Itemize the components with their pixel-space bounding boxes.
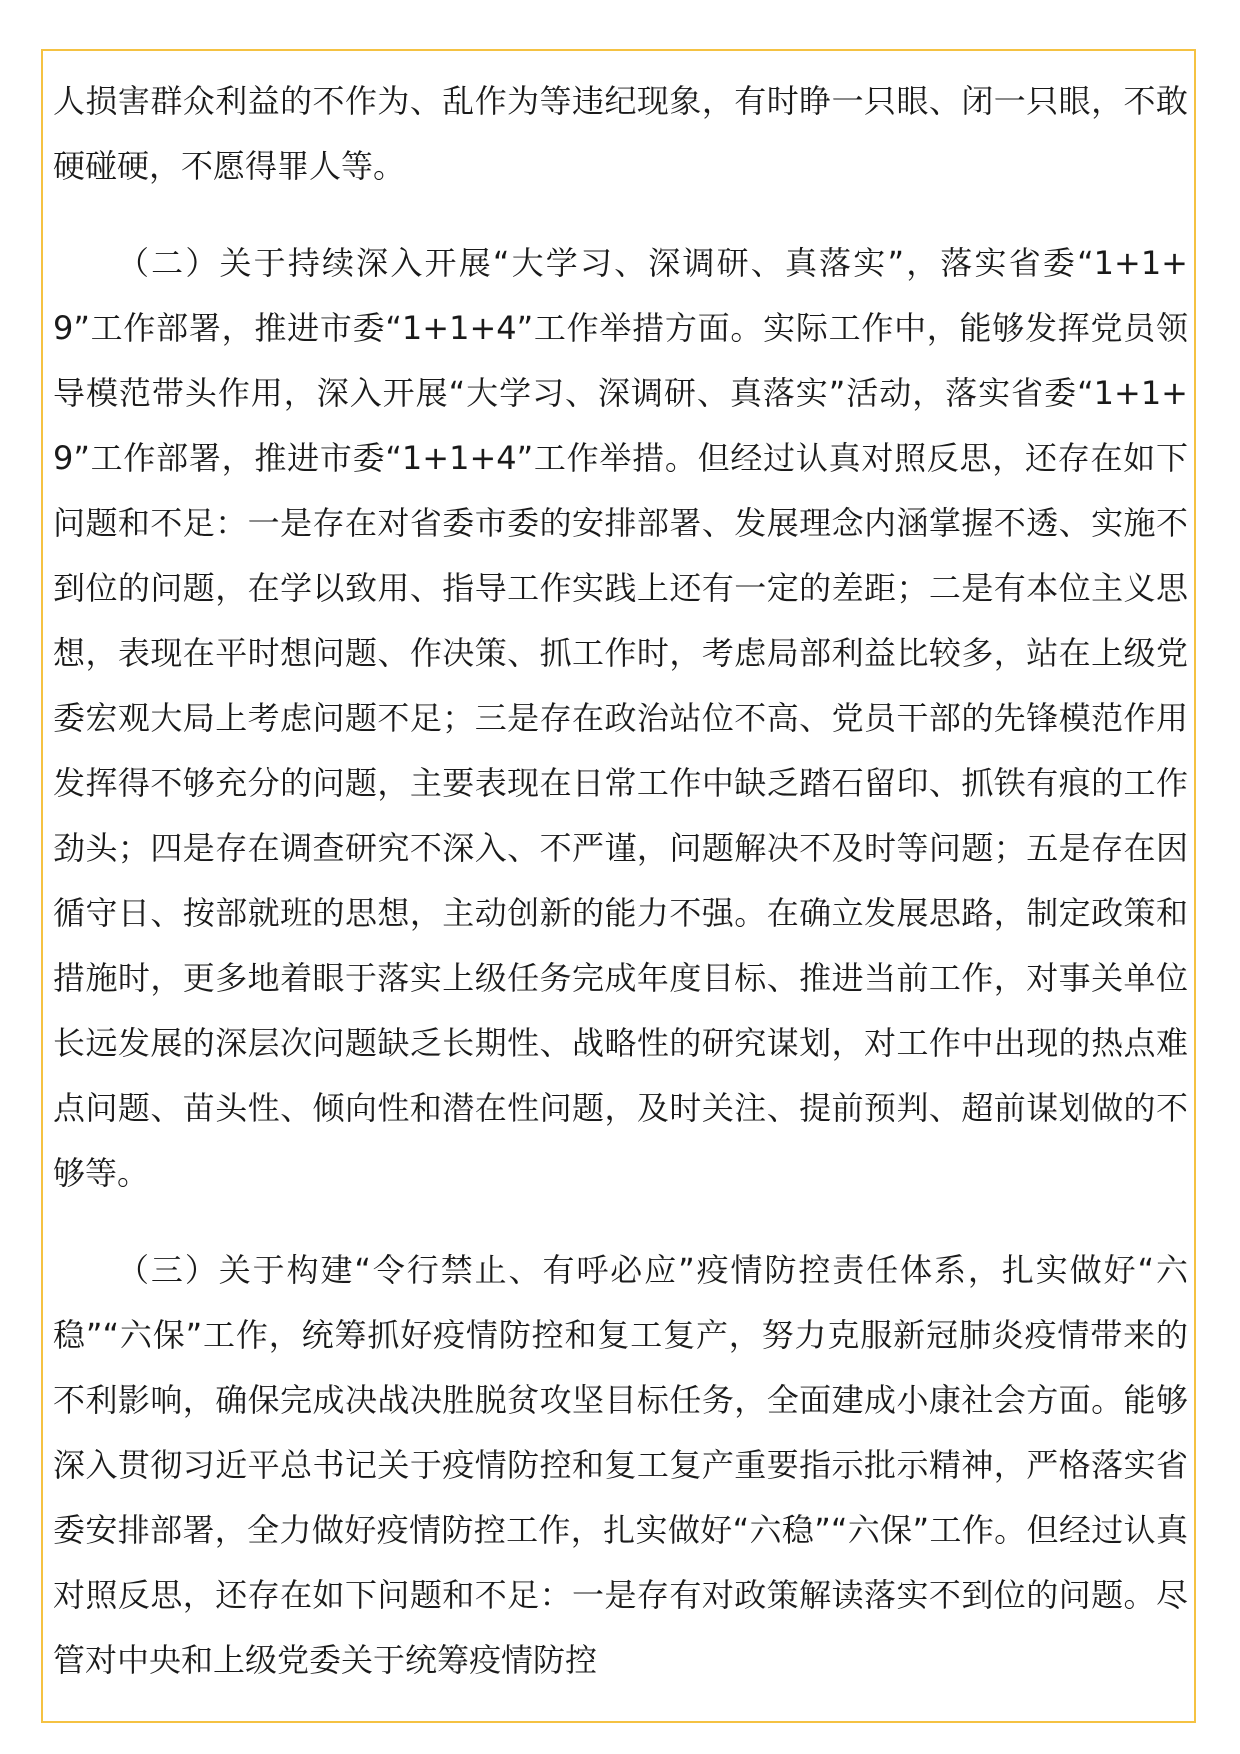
paragraph-continuation: 人损害群众利益的不作为、乱作为等违纪现象，有时睁一只眼、闭一只眼，不敢硬碰硬，不愿得罪人等。 bbox=[53, 82, 1188, 185]
paragraph-gap bbox=[53, 199, 1188, 231]
paragraph-gap bbox=[53, 1206, 1188, 1238]
page-frame bbox=[41, 49, 1196, 1723]
document-body bbox=[53, 69, 1188, 1693]
paragraph-section-3: （三）关于构建“令行禁止、有呼必应”疫情防控责任体系，扎实做好“六稳”“六保”工作，统筹抓好疫情防控和复工复产，努力克服新冠肺炎疫情带来的不利影响，确保完成决战决胜脱贫攻坚目标任务，全面建成小康社会方面。能够深入贯彻习近平总书记关于疫情防控和复工复产重要指示批示精神，严格落实省委安排部署，全力做好疫情防控工作，扎实做好“六稳”“六保”工作。但经过认真对照反思，还存在如下问题和不足：一是存有对政策解读落实不到位的问题。尽管对中央和上级党委关于统筹疫情防控 bbox=[53, 1251, 1188, 1679]
paragraph-section-2: （二）关于持续深入开展“大学习、深调研、真落实”，落实省委“1+1+9”工作部署，推进市委“1+1+4”工作举措方面。实际工作中，能够发挥党员领导模范带头作用，深入开展“大学习、深调研、真落实”活动，落实省委“1+1+9”工作部署，推进市委“1+1+4”工作举措。但经过认真对照反思，还存在如下问题和不足：一是存在对省委市委的安排部署、发展理念内涵掌握不透、实施不到位的问题，在学以致用、指导工作实践上还有一定的差距；二是有本位主义思想，表现在平时想问题、作决策、抓工作时，考虑局部利益比较多，站在上级党委宏观大局上考虑问题不足；三是存在政治站位不高、党员干部的先锋模范作用发挥得不够充分的问题，主要表现在日常工作中缺乏踏石留印、抓铁有痕的工作劲头；四是存在调查研究不深入、不严谨，问题解决不及时等问题；五是存在因循守日、按部就班的思想，主动创新的能力不强。在确立发展思路，制定政策和措施时，更多地着眼于落实上级任务完成年度目标、推进当前工作，对事关单位长远发展的深层次问题缺乏长期性、战略性的研究谋划，对工作中出现的热点难点问题、苗头性、倾向性和潜在性问题，及时关注、提前预判、超前谋划做的不够等。 bbox=[53, 244, 1188, 1192]
